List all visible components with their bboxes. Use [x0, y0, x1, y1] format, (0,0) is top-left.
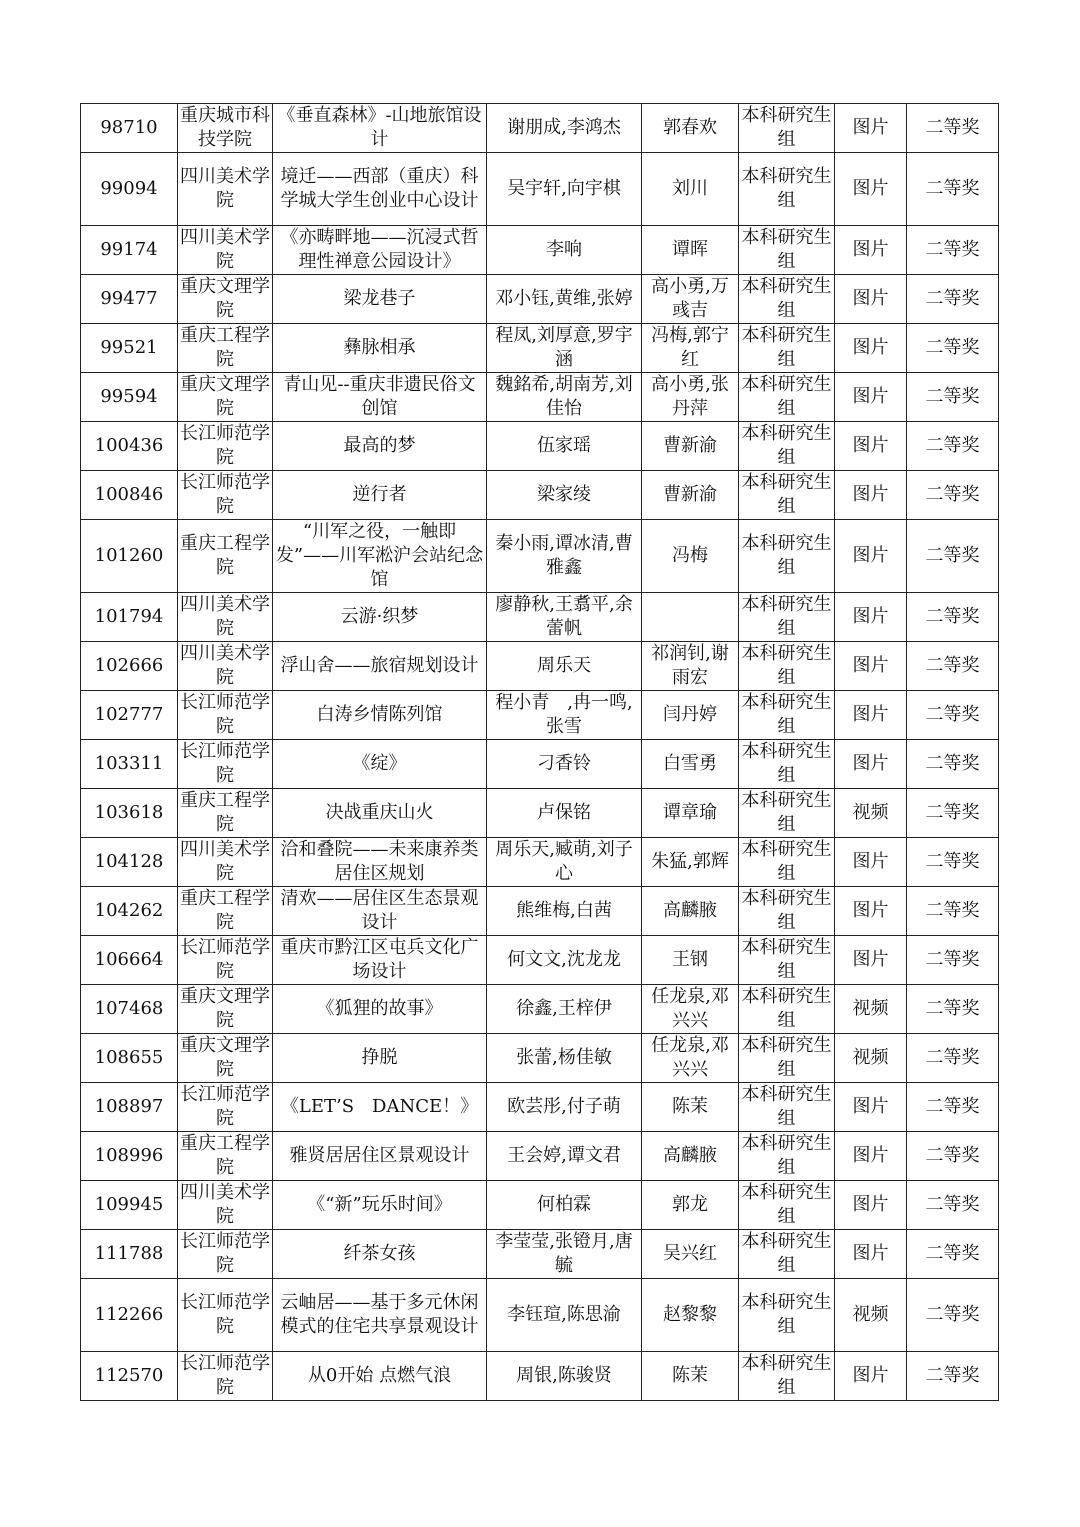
- school-cell: 重庆工程学院: [178, 789, 273, 838]
- advisor-cell: 白雪勇: [642, 740, 739, 789]
- group-cell: 本科研究生组: [739, 691, 835, 740]
- group-cell: 本科研究生组: [739, 789, 835, 838]
- entry-id-cell: 112570: [81, 1352, 178, 1401]
- advisor-cell: 谭晖: [642, 226, 739, 275]
- award-cell: 二等奖: [907, 1352, 999, 1401]
- advisor-cell: 冯梅: [642, 520, 739, 593]
- table-row: [81, 1279, 999, 1352]
- authors-cell: 李响: [487, 226, 642, 275]
- work-title-cell: 重庆市黔江区屯兵文化广场设计: [273, 936, 487, 985]
- table-row: [81, 373, 999, 422]
- advisor-cell: 冯梅,郭宁红: [642, 324, 739, 373]
- work-title-cell: 《绽》: [273, 740, 487, 789]
- work-title-cell: 白涛乡情陈列馆: [273, 691, 487, 740]
- entry-id-cell: 103311: [81, 740, 178, 789]
- group-cell: 本科研究生组: [739, 275, 835, 324]
- advisor-cell: 陈茉: [642, 1083, 739, 1132]
- award-cell: 二等奖: [907, 1230, 999, 1279]
- table-row: [81, 1181, 999, 1230]
- entry-id-cell: 112266: [81, 1279, 178, 1352]
- award-cell: 二等奖: [907, 887, 999, 936]
- entry-id-cell: 104262: [81, 887, 178, 936]
- work-title-cell: 清欢——居住区生态景观设计: [273, 887, 487, 936]
- work-type-cell: 图片: [835, 104, 907, 153]
- authors-cell: 张蕾,杨佳敏: [487, 1034, 642, 1083]
- advisor-cell: 高小勇,万彧吉: [642, 275, 739, 324]
- authors-cell: 何文文,沈龙龙: [487, 936, 642, 985]
- group-cell: 本科研究生组: [739, 1034, 835, 1083]
- school-cell: 长江师范学院: [178, 691, 273, 740]
- table-row: [81, 422, 999, 471]
- advisor-cell: 祁润钊,谢雨宏: [642, 642, 739, 691]
- award-cell: 二等奖: [907, 740, 999, 789]
- school-cell: 长江师范学院: [178, 422, 273, 471]
- work-title-cell: 《狐狸的故事》: [273, 985, 487, 1034]
- work-type-cell: 视频: [835, 1279, 907, 1352]
- advisor-cell: 吴兴红: [642, 1230, 739, 1279]
- group-cell: 本科研究生组: [739, 153, 835, 226]
- award-cell: 二等奖: [907, 275, 999, 324]
- advisor-cell: 高小勇,张丹萍: [642, 373, 739, 422]
- award-cell: 二等奖: [907, 1034, 999, 1083]
- school-cell: 重庆文理学院: [178, 275, 273, 324]
- work-title-cell: 梁龙巷子: [273, 275, 487, 324]
- advisor-cell: 任龙泉,邓兴兴: [642, 1034, 739, 1083]
- school-cell: 长江师范学院: [178, 740, 273, 789]
- authors-cell: 吴宇轩,向宇棋: [487, 153, 642, 226]
- entry-id-cell: 99174: [81, 226, 178, 275]
- entry-id-cell: 102666: [81, 642, 178, 691]
- work-title-cell: 最高的梦: [273, 422, 487, 471]
- entry-id-cell: 102777: [81, 691, 178, 740]
- work-type-cell: 视频: [835, 1034, 907, 1083]
- work-title-cell: 纤茶女孩: [273, 1230, 487, 1279]
- work-title-cell: 从0开始 点燃气浪: [273, 1352, 487, 1401]
- school-cell: 长江师范学院: [178, 1279, 273, 1352]
- table-row: [81, 520, 999, 593]
- table-row: [81, 1230, 999, 1279]
- work-type-cell: 图片: [835, 226, 907, 275]
- authors-cell: 李钰瑄,陈思渝: [487, 1279, 642, 1352]
- group-cell: 本科研究生组: [739, 1132, 835, 1181]
- group-cell: 本科研究生组: [739, 520, 835, 593]
- school-cell: 四川美术学院: [178, 1181, 273, 1230]
- work-type-cell: 图片: [835, 1352, 907, 1401]
- table-row: [81, 642, 999, 691]
- group-cell: 本科研究生组: [739, 1181, 835, 1230]
- table-row: [81, 1132, 999, 1181]
- work-title-cell: “川军之役，一触即发”——川军淞沪会站纪念馆: [273, 520, 487, 593]
- group-cell: 本科研究生组: [739, 740, 835, 789]
- entry-id-cell: 108897: [81, 1083, 178, 1132]
- table-row: [81, 1352, 999, 1401]
- award-cell: 二等奖: [907, 422, 999, 471]
- group-cell: 本科研究生组: [739, 422, 835, 471]
- table-row: [81, 887, 999, 936]
- work-title-cell: 彝脉相承: [273, 324, 487, 373]
- award-cell: 二等奖: [907, 324, 999, 373]
- award-cell: 二等奖: [907, 642, 999, 691]
- school-cell: 四川美术学院: [178, 153, 273, 226]
- authors-cell: 程小青 ,冉一鸣,张雪: [487, 691, 642, 740]
- entry-id-cell: 106664: [81, 936, 178, 985]
- group-cell: 本科研究生组: [739, 1230, 835, 1279]
- group-cell: 本科研究生组: [739, 936, 835, 985]
- work-type-cell: 图片: [835, 887, 907, 936]
- school-cell: 重庆文理学院: [178, 373, 273, 422]
- award-cell: 二等奖: [907, 1132, 999, 1181]
- advisor-cell: [642, 593, 739, 642]
- award-cell: 二等奖: [907, 520, 999, 593]
- award-cell: 二等奖: [907, 153, 999, 226]
- advisor-cell: 曹新渝: [642, 422, 739, 471]
- advisor-cell: 高麟腋: [642, 1132, 739, 1181]
- work-title-cell: 云游·织梦: [273, 593, 487, 642]
- school-cell: 长江师范学院: [178, 1083, 273, 1132]
- group-cell: 本科研究生组: [739, 1083, 835, 1132]
- school-cell: 长江师范学院: [178, 1230, 273, 1279]
- work-title-cell: 逆行者: [273, 471, 487, 520]
- work-type-cell: 图片: [835, 593, 907, 642]
- work-type-cell: 图片: [835, 1230, 907, 1279]
- work-type-cell: 图片: [835, 936, 907, 985]
- work-type-cell: 图片: [835, 1132, 907, 1181]
- authors-cell: 徐鑫,王梓伊: [487, 985, 642, 1034]
- entry-id-cell: 99094: [81, 153, 178, 226]
- table-row: [81, 593, 999, 642]
- work-title-cell: 青山见--重庆非遗民俗文创馆: [273, 373, 487, 422]
- school-cell: 四川美术学院: [178, 642, 273, 691]
- work-type-cell: 视频: [835, 985, 907, 1034]
- school-cell: 重庆文理学院: [178, 1034, 273, 1083]
- school-cell: 重庆工程学院: [178, 887, 273, 936]
- entry-id-cell: 108655: [81, 1034, 178, 1083]
- entry-id-cell: 104128: [81, 838, 178, 887]
- entry-id-cell: 103618: [81, 789, 178, 838]
- authors-cell: 魏銘希,胡南芳,刘佳怡: [487, 373, 642, 422]
- award-cell: 二等奖: [907, 1083, 999, 1132]
- table-row: [81, 985, 999, 1034]
- advisor-cell: 王钢: [642, 936, 739, 985]
- school-cell: 四川美术学院: [178, 838, 273, 887]
- entry-id-cell: 111788: [81, 1230, 178, 1279]
- work-title-cell: 《“新”玩乐时间》: [273, 1181, 487, 1230]
- entry-id-cell: 107468: [81, 985, 178, 1034]
- work-type-cell: 图片: [835, 153, 907, 226]
- table-row: [81, 275, 999, 324]
- award-cell: 二等奖: [907, 226, 999, 275]
- group-cell: 本科研究生组: [739, 324, 835, 373]
- work-type-cell: 图片: [835, 740, 907, 789]
- authors-cell: 廖静秋,王翥平,余蕾帆: [487, 593, 642, 642]
- entry-id-cell: 109945: [81, 1181, 178, 1230]
- group-cell: 本科研究生组: [739, 593, 835, 642]
- advisor-cell: 任龙泉,邓兴兴: [642, 985, 739, 1034]
- table-row: [81, 1083, 999, 1132]
- advisor-cell: 高麟腋: [642, 887, 739, 936]
- authors-cell: 周乐天,臧萌,刘子心: [487, 838, 642, 887]
- authors-cell: 邓小钰,黄维,张婷: [487, 275, 642, 324]
- table-row: [81, 1034, 999, 1083]
- work-type-cell: 图片: [835, 520, 907, 593]
- advisor-cell: 闫丹婷: [642, 691, 739, 740]
- advisor-cell: 谭章瑜: [642, 789, 739, 838]
- authors-cell: 谢朋成,李鸿杰: [487, 104, 642, 153]
- school-cell: 重庆工程学院: [178, 324, 273, 373]
- work-type-cell: 图片: [835, 691, 907, 740]
- award-cell: 二等奖: [907, 985, 999, 1034]
- group-cell: 本科研究生组: [739, 838, 835, 887]
- group-cell: 本科研究生组: [739, 887, 835, 936]
- table-row: [81, 324, 999, 373]
- table-row: [81, 740, 999, 789]
- entry-id-cell: 108996: [81, 1132, 178, 1181]
- authors-cell: 周乐天: [487, 642, 642, 691]
- work-title-cell: 云岫居——基于多元休闲模式的住宅共享景观设计: [273, 1279, 487, 1352]
- authors-cell: 周银,陈骏贤: [487, 1352, 642, 1401]
- advisor-cell: 郭春欢: [642, 104, 739, 153]
- group-cell: 本科研究生组: [739, 471, 835, 520]
- document-page: [80, 103, 998, 1401]
- entry-id-cell: 100436: [81, 422, 178, 471]
- work-title-cell: 《亦畴畔地——沉浸式哲理性禅意公园设计》: [273, 226, 487, 275]
- award-cell: 二等奖: [907, 373, 999, 422]
- school-cell: 重庆文理学院: [178, 985, 273, 1034]
- group-cell: 本科研究生组: [739, 1352, 835, 1401]
- table-row: [81, 104, 999, 153]
- authors-cell: 欧芸彤,付子萌: [487, 1083, 642, 1132]
- award-cell: 二等奖: [907, 789, 999, 838]
- award-cell: 二等奖: [907, 1181, 999, 1230]
- work-type-cell: 图片: [835, 324, 907, 373]
- work-type-cell: 视频: [835, 789, 907, 838]
- table-row: [81, 226, 999, 275]
- award-cell: 二等奖: [907, 593, 999, 642]
- table-body: [81, 104, 999, 1401]
- table-row: [81, 936, 999, 985]
- award-cell: 二等奖: [907, 104, 999, 153]
- advisor-cell: 曹新渝: [642, 471, 739, 520]
- school-cell: 四川美术学院: [178, 226, 273, 275]
- school-cell: 四川美术学院: [178, 593, 273, 642]
- award-cell: 二等奖: [907, 471, 999, 520]
- advisor-cell: 朱猛,郭辉: [642, 838, 739, 887]
- work-title-cell: 《垂直森林》-山地旅馆设计: [273, 104, 487, 153]
- work-type-cell: 图片: [835, 1181, 907, 1230]
- authors-cell: 何柏霖: [487, 1181, 642, 1230]
- authors-cell: 伍家瑶: [487, 422, 642, 471]
- entry-id-cell: 99521: [81, 324, 178, 373]
- school-cell: 重庆工程学院: [178, 1132, 273, 1181]
- advisor-cell: 郭龙: [642, 1181, 739, 1230]
- work-title-cell: 《LET’S DANCE！》: [273, 1083, 487, 1132]
- advisor-cell: 刘川: [642, 153, 739, 226]
- entry-id-cell: 100846: [81, 471, 178, 520]
- work-title-cell: 洽和叠院——未来康养类居住区规划: [273, 838, 487, 887]
- school-cell: 长江师范学院: [178, 936, 273, 985]
- group-cell: 本科研究生组: [739, 373, 835, 422]
- award-cell: 二等奖: [907, 838, 999, 887]
- award-cell: 二等奖: [907, 936, 999, 985]
- authors-cell: 李莹莹,张镫月,唐毓: [487, 1230, 642, 1279]
- group-cell: 本科研究生组: [739, 226, 835, 275]
- group-cell: 本科研究生组: [739, 642, 835, 691]
- award-table: [80, 103, 999, 1401]
- work-title-cell: 雅贤居居住区景观设计: [273, 1132, 487, 1181]
- award-cell: 二等奖: [907, 1279, 999, 1352]
- entry-id-cell: 99477: [81, 275, 178, 324]
- entry-id-cell: 101794: [81, 593, 178, 642]
- authors-cell: 卢保铭: [487, 789, 642, 838]
- work-title-cell: 浮山舍——旅宿规划设计: [273, 642, 487, 691]
- work-type-cell: 图片: [835, 471, 907, 520]
- entry-id-cell: 98710: [81, 104, 178, 153]
- table-row: [81, 691, 999, 740]
- table-row: [81, 838, 999, 887]
- award-cell: 二等奖: [907, 691, 999, 740]
- entry-id-cell: 101260: [81, 520, 178, 593]
- work-type-cell: 图片: [835, 373, 907, 422]
- school-cell: 重庆城市科技学院: [178, 104, 273, 153]
- work-type-cell: 图片: [835, 275, 907, 324]
- authors-cell: 王会婷,谭文君: [487, 1132, 642, 1181]
- advisor-cell: 陈茉: [642, 1352, 739, 1401]
- work-type-cell: 图片: [835, 838, 907, 887]
- group-cell: 本科研究生组: [739, 1279, 835, 1352]
- work-type-cell: 图片: [835, 642, 907, 691]
- table-row: [81, 153, 999, 226]
- authors-cell: 秦小雨,谭冰清,曹雅鑫: [487, 520, 642, 593]
- work-type-cell: 图片: [835, 422, 907, 471]
- authors-cell: 熊维梅,白茜: [487, 887, 642, 936]
- group-cell: 本科研究生组: [739, 104, 835, 153]
- work-title-cell: 决战重庆山火: [273, 789, 487, 838]
- work-title-cell: 挣脱: [273, 1034, 487, 1083]
- authors-cell: 梁家绫: [487, 471, 642, 520]
- school-cell: 长江师范学院: [178, 471, 273, 520]
- table-row: [81, 789, 999, 838]
- authors-cell: 程凤,刘厚意,罗宇涵: [487, 324, 642, 373]
- work-title-cell: 境迁——西部（重庆）科学城大学生创业中心设计: [273, 153, 487, 226]
- school-cell: 长江师范学院: [178, 1352, 273, 1401]
- table-row: [81, 471, 999, 520]
- group-cell: 本科研究生组: [739, 985, 835, 1034]
- work-type-cell: 图片: [835, 1083, 907, 1132]
- advisor-cell: 赵黎黎: [642, 1279, 739, 1352]
- school-cell: 重庆工程学院: [178, 520, 273, 593]
- authors-cell: 刁香铃: [487, 740, 642, 789]
- entry-id-cell: 99594: [81, 373, 178, 422]
